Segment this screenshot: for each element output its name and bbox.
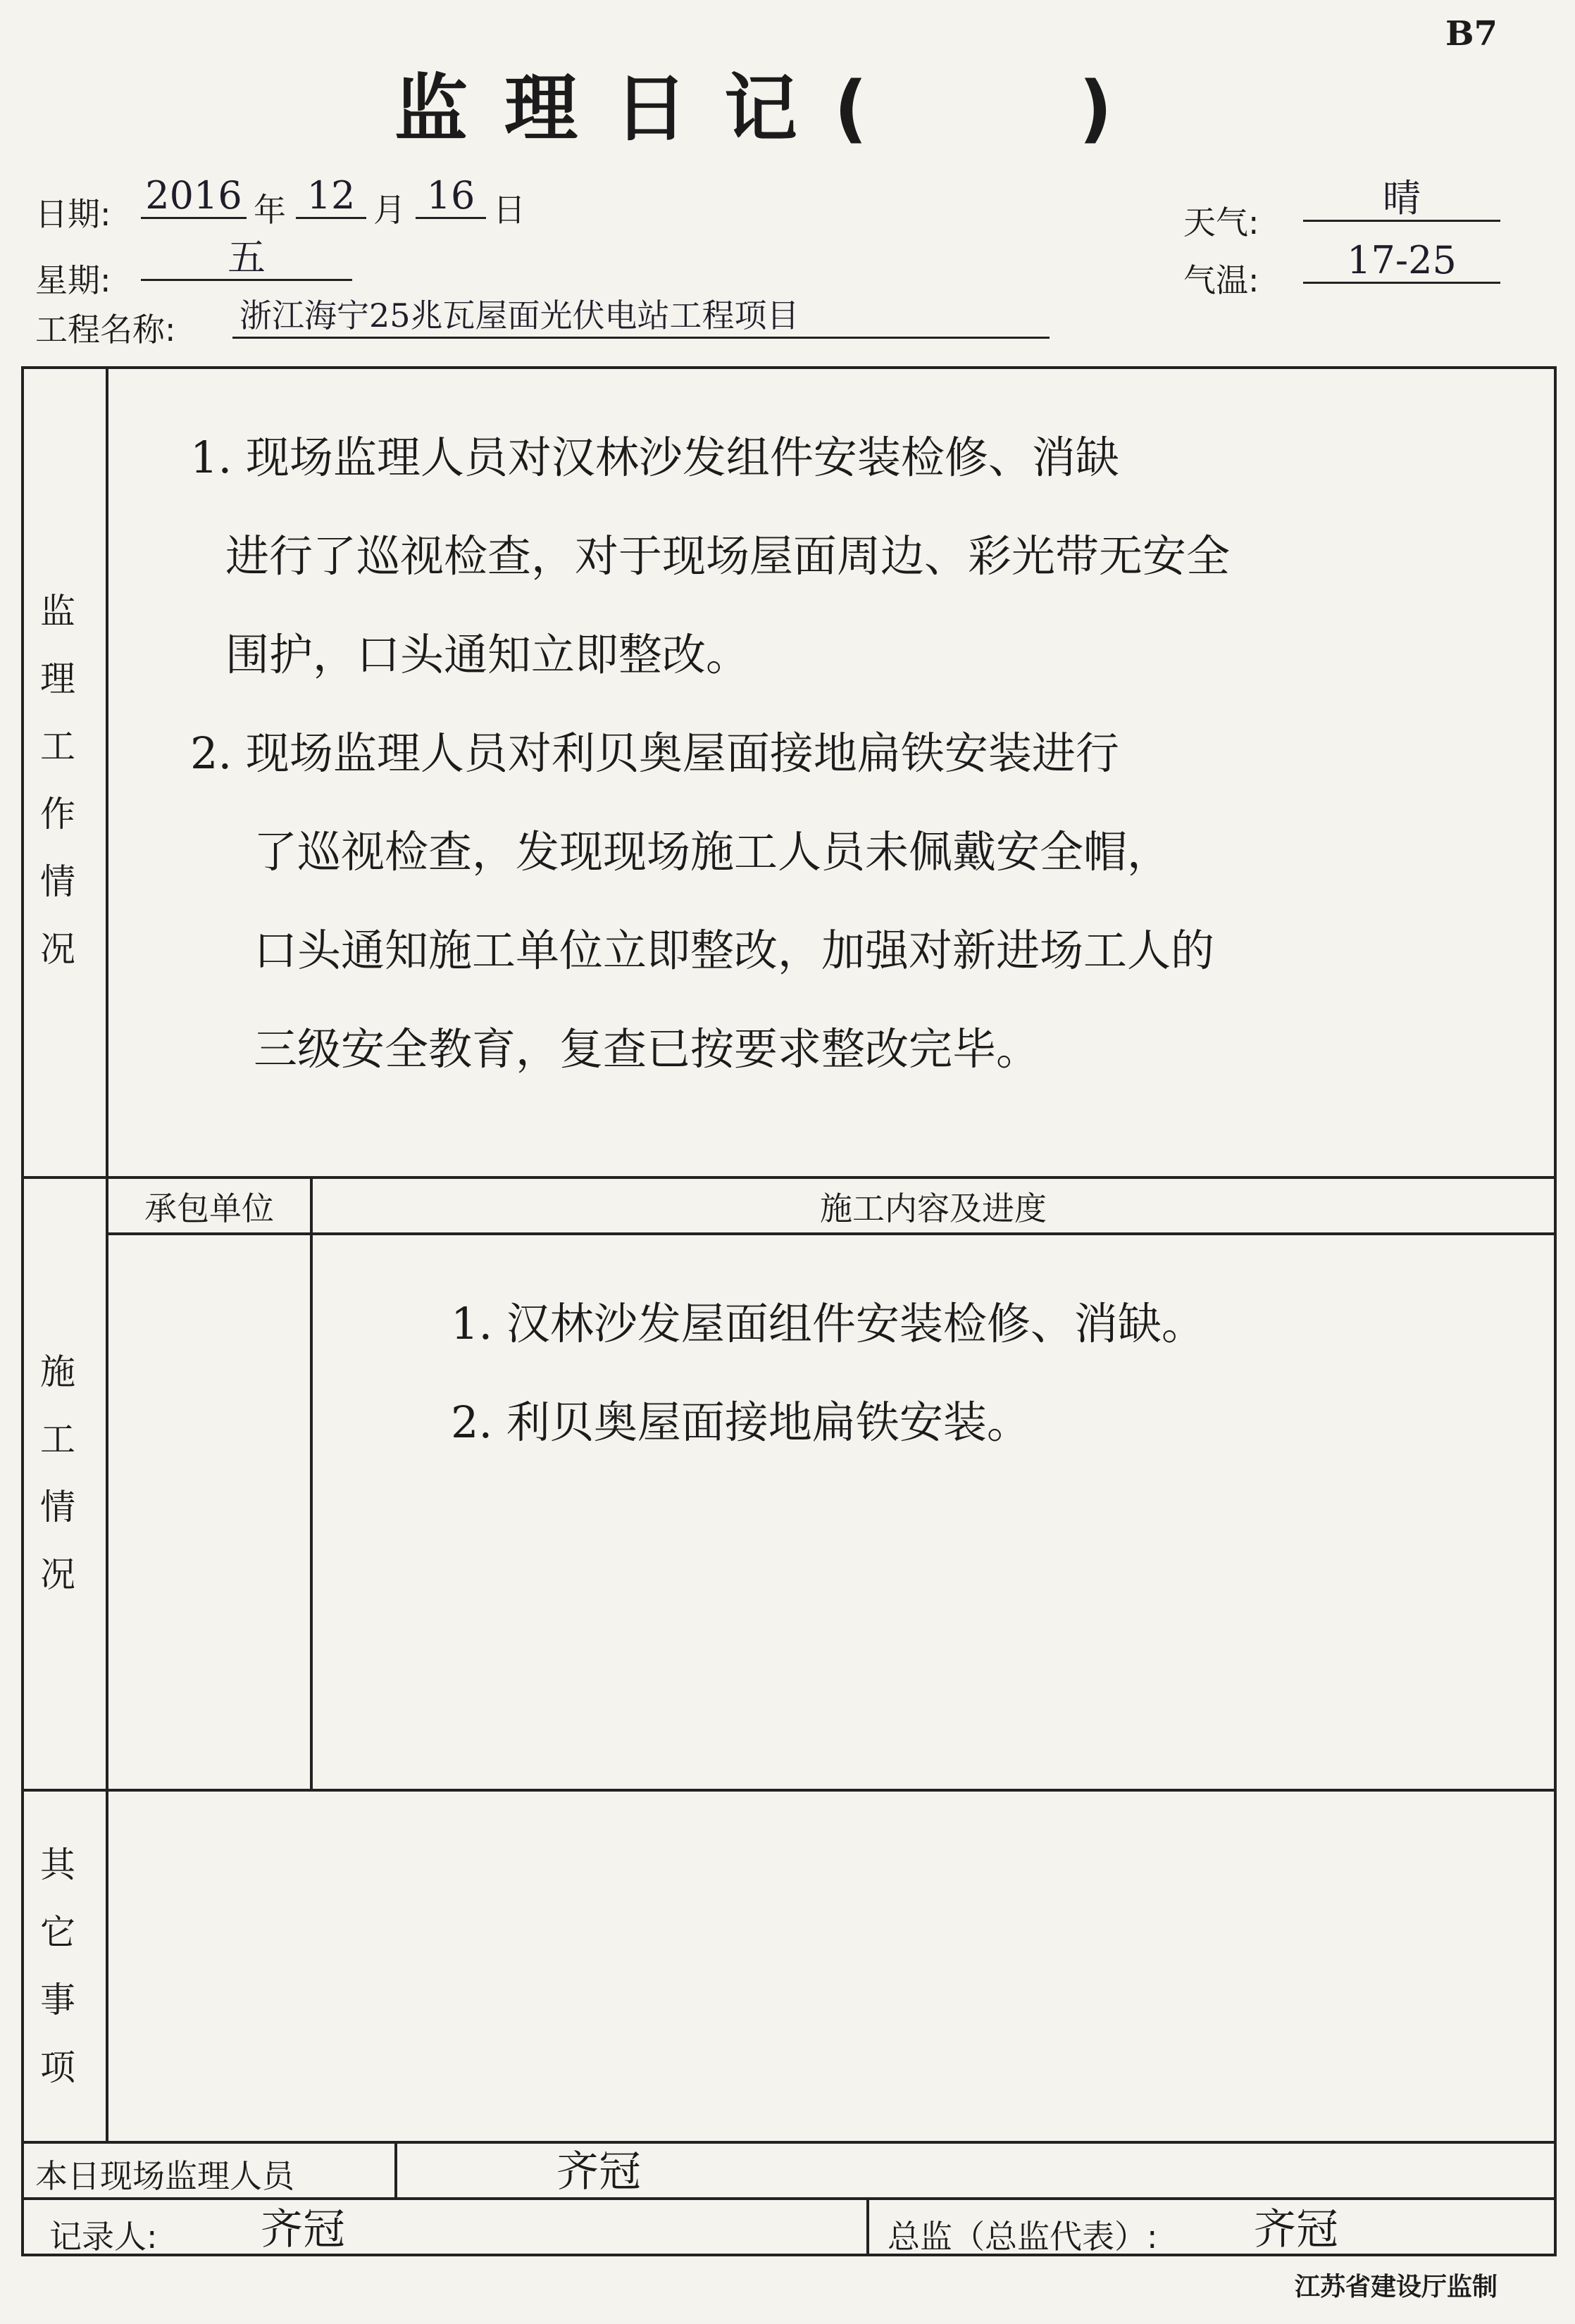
supervision-line: 2. 现场监理人员对利贝奥屋面接地扁铁安装进行 xyxy=(190,727,1119,779)
construction-content xyxy=(451,1275,1507,1472)
form-code: B7 xyxy=(1445,14,1498,54)
signature-top-border xyxy=(21,2141,1557,2144)
supervision-line: 三级安全教育，复查已按要求整改完毕。 xyxy=(254,1023,1040,1075)
supervision-line: 1. 现场监理人员对汉林沙发组件安装检修、消缺 xyxy=(190,432,1119,483)
supervision-content xyxy=(190,408,1529,1099)
date-year-unit: 年 xyxy=(254,191,286,229)
date-label: 日期: xyxy=(35,195,111,233)
table-left-border xyxy=(21,366,24,2254)
table-top-border xyxy=(21,366,1557,369)
onsite-signature: 齐冠 xyxy=(556,2147,641,2197)
contractor-column-divider xyxy=(310,1176,313,1789)
table-right-border xyxy=(1554,366,1557,2254)
other-side-label: 其 它 事 项 xyxy=(40,1844,75,2088)
chief-divider xyxy=(866,2197,869,2254)
date-day-unit: 日 xyxy=(493,191,525,229)
weekday-value: 五 xyxy=(141,237,352,281)
side-column-divider xyxy=(106,366,108,2141)
weather-label: 天气: xyxy=(1183,204,1259,242)
supervision-line: 进行了巡视检查，对于现场屋面周边、彩光带无安全 xyxy=(225,530,1231,582)
recorder-label: 记录人: xyxy=(49,2218,158,2256)
chief-label: 总监（总监代表）: xyxy=(888,2218,1158,2256)
supervision-line: 了巡视检查，发现现场施工人员未佩戴安全帽， xyxy=(254,826,1171,877)
title-main: 监理日记 xyxy=(394,65,835,151)
recorder-signature: 齐冠 xyxy=(261,2205,345,2254)
col-content: 施工内容及进度 xyxy=(820,1189,1047,1227)
temp-label: 气温: xyxy=(1183,261,1259,299)
construction-header-border xyxy=(106,1232,1557,1235)
footer-issuer: 江苏省建设厅监制 xyxy=(1294,2273,1498,2301)
date-month: 12 xyxy=(296,175,366,219)
supervision-line: 口头通知施工单位立即整改，加强对新进场工人的 xyxy=(254,925,1215,976)
onsite-divider xyxy=(394,2141,397,2197)
supervision-line: 围护，口头通知立即整改。 xyxy=(225,629,750,680)
onsite-label: 本日现场监理人员 xyxy=(35,2157,294,2195)
title-paren-open: ( xyxy=(834,65,868,151)
weather-value: 晴 xyxy=(1303,177,1500,222)
date-day: 16 xyxy=(416,175,486,219)
project-label: 工程名称: xyxy=(35,311,176,349)
chief-signature: 齐冠 xyxy=(1254,2205,1338,2254)
construction-line: 1. 汉林沙发屋面组件安装检修、消缺。 xyxy=(451,1298,1205,1349)
other-top-border xyxy=(21,1789,1557,1792)
date-year: 2016 xyxy=(141,175,247,219)
supervision-side-label: 监 理 工 作 情 况 xyxy=(40,591,75,970)
page-title xyxy=(394,49,1112,155)
col-contractor: 承包单位 xyxy=(144,1189,274,1227)
construction-top-border xyxy=(21,1176,1557,1179)
date-month-unit: 月 xyxy=(373,191,406,229)
temp-value: 17-25 xyxy=(1303,239,1500,284)
construction-line: 2. 利贝奥屋面接地扁铁安装。 xyxy=(451,1397,1031,1448)
title-paren-close: ) xyxy=(1078,65,1113,151)
project-name: 浙江海宁25兆瓦屋面光伏电站工程项目 xyxy=(232,294,1050,339)
weekday-label: 星期: xyxy=(35,261,111,299)
construction-side-label: 施 工 情 况 xyxy=(40,1351,75,1595)
